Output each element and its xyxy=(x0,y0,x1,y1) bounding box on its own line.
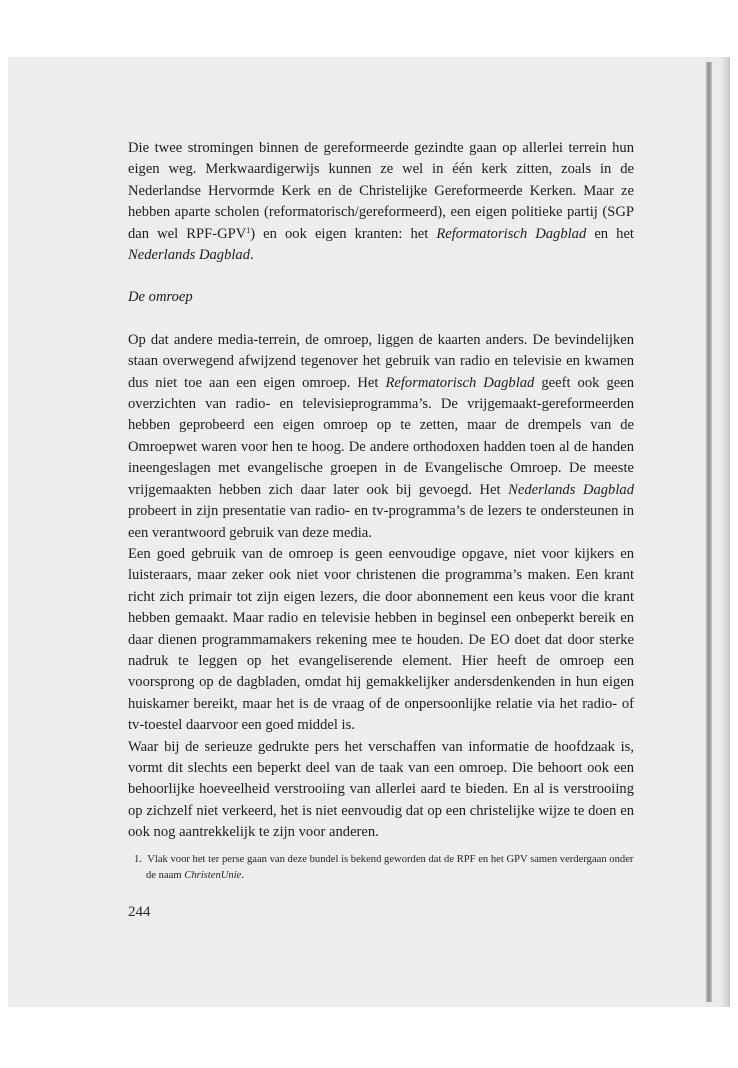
paragraph-4: Waar bij de serieuze gedrukte pers het verschaffen van informatie de hoofdzaak is, vormt dit slechts een beperkt deel van de taak van een omroep. Die behoort ook een behoorlijke hoeveelheid verstrooiing van allerlei aard te bieden. En al is verstrooiing op zichzelf niet verkeerd, het is niet eenvoudig dat op een christelijke wijze te doen en ook nog aantrekkelijk te zijn voor anderen. xyxy=(128,738,634,841)
footnote-number: 1. xyxy=(134,854,142,865)
p1-text-d: . xyxy=(250,247,254,264)
section-heading: De omroep xyxy=(128,289,193,306)
footnote-italic: ChristenUnie xyxy=(184,869,242,881)
paragraph-2 xyxy=(128,330,634,544)
page-number: 244 xyxy=(128,904,151,920)
p1-italic-1: Reformatorisch Dagblad xyxy=(436,225,587,242)
p2-text-c: probeert in zijn presentatie van radio- en tv-programma’s de lezers te ondersteunen in een verantwoord gebruik van deze media. xyxy=(128,503,634,541)
footnote-text: Vlak voor het ter perse gaan van deze bundel is bekend geworden dat de RPF en het GPV samen verdergaan onder de naam xyxy=(146,854,634,881)
footnote xyxy=(134,852,634,883)
body-text xyxy=(128,138,634,844)
paragraph-1 xyxy=(128,138,634,266)
p1-text-b: ) en ook eigen kranten: het xyxy=(250,225,437,242)
footnote-ref: 1 xyxy=(246,225,251,235)
page-edge-shadow xyxy=(706,62,712,1002)
p2-italic-2: Nederlands Dagblad xyxy=(508,481,634,498)
footnote-end: . xyxy=(241,869,244,881)
spacer xyxy=(128,309,634,330)
p1-italic-2: Nederlands Dagblad xyxy=(128,247,251,264)
p2-italic-1: Reformatorisch Dagblad xyxy=(385,374,535,391)
spacer xyxy=(128,266,634,287)
p2-text-a: Op dat andere media-terrein, de omroep, liggen de kaarten anders. De bevindelijken staan overwegend afwijzend tegenover het gebruik van radio en televisie en kwamen dus niet toe aan een eigen omroep. Het xyxy=(128,331,634,391)
p1-text-a: Die twee stromingen binnen de gereformeerde gezindte gaan op allerlei terrein hun eigen weg. Merkwaardigerwijs kunnen ze wel in één kerk zitten, zoals in de Nederlandse Hervormde Kerk en de Christelijke Gereformeerde Kerken. Maar ze hebben aparte scholen (reformatorisch/gereformeerd), een eigen politieke partij (SGP dan wel RPF-GPV xyxy=(128,140,634,242)
p1-text-c: en het xyxy=(586,225,634,242)
p2-text-b: geeft ook geen overzichten van radio- en televisieprogramma’s. De vrijgemaakt-gereformeerden hebben geprobeerd een eigen omroep op te zetten, maar de drempels van de Omroepwet waren voor hen te hoog. De andere orthodoxen hadden toen al de handen ineengeslagen met evangelische groepen in de Evangelische Omroep. De meeste vrijgemaakten hebben zich daar later ook bij gevoegd. Het xyxy=(128,374,634,498)
paragraph-3: Een goed gebruik van de omroep is geen eenvoudige opgave, niet voor kijkers en luisteraars, maar zeker ook niet voor christenen die programma’s maken. Een krant richt zich primair tot zijn eigen lezers, die door abonnement een keus voor die krant hebben gemaakt. Maar radio en televisie hebben in beginsel een onbeperkt bereik en daar dienen programmamakers rekening mee te houden. De EO doet dat door sterke nadruk te leggen op het evangeliserende element. Hier heeft de omroep een voorsprong op de dagbladen, omdat hij gemakkelijker andersdenkenden in hun eigen huiskamer bereikt, maar het is de vraag of de onpersoonlijke relatie via het radio- of tv-toestel daarvoor een goed middel is. xyxy=(128,545,634,734)
